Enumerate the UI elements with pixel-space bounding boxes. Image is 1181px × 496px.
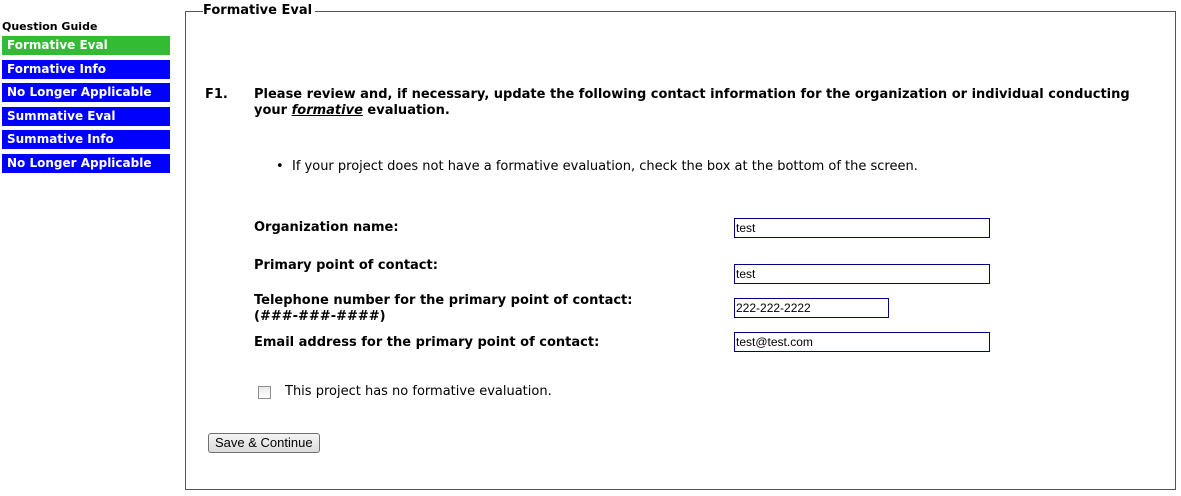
org-name-label: Organization name: bbox=[254, 220, 399, 235]
contact-input[interactable] bbox=[734, 264, 990, 284]
sidebar-item-no-longer-applicable-2[interactable]: No Longer Applicable bbox=[2, 154, 170, 173]
phone-input[interactable] bbox=[734, 298, 889, 318]
question-text-end: evaluation. bbox=[362, 103, 450, 118]
phone-label bbox=[254, 293, 632, 325]
no-formative-eval-checkbox[interactable] bbox=[258, 386, 271, 399]
contact-label: Primary point of contact: bbox=[254, 258, 438, 273]
sidebar-title: Question Guide bbox=[2, 20, 98, 33]
sidebar-item-formative-eval[interactable]: Formative Eval bbox=[2, 36, 170, 55]
email-label: Email address for the primary point of contact: bbox=[254, 335, 600, 350]
phone-format-hint: (###-###-####) bbox=[254, 309, 386, 324]
email-input[interactable] bbox=[734, 332, 990, 352]
question-text bbox=[254, 87, 1159, 119]
sidebar-item-summative-eval[interactable]: Summative Eval bbox=[2, 107, 170, 126]
instruction-text: If your project does not have a formative evaluation, check the box at the bottom of the screen. bbox=[292, 159, 918, 174]
question-text-start: Please review and, if necessary, update the following contact information for the organization or individual conducting your bbox=[254, 87, 1130, 118]
phone-label-text: Telephone number for the primary point of contact: bbox=[254, 293, 633, 308]
sidebar-item-no-longer-applicable-1[interactable]: No Longer Applicable bbox=[2, 83, 170, 102]
form-panel bbox=[185, 11, 1176, 490]
sidebar-item-formative-info[interactable]: Formative Info bbox=[2, 60, 170, 79]
save-continue-button[interactable]: Save & Continue bbox=[208, 433, 320, 453]
panel-legend: Formative Eval bbox=[203, 3, 315, 19]
bullet-icon: • bbox=[276, 159, 284, 174]
org-name-input[interactable] bbox=[734, 218, 990, 238]
instruction-bullet bbox=[276, 159, 918, 175]
question-number: F1. bbox=[205, 87, 228, 102]
no-formative-eval-row bbox=[258, 384, 552, 400]
sidebar-item-summative-info[interactable]: Summative Info bbox=[2, 130, 170, 149]
no-formative-eval-label: This project has no formative evaluation. bbox=[285, 384, 552, 399]
question-text-emphasis: formative bbox=[291, 103, 363, 118]
question-guide-sidebar bbox=[2, 20, 170, 178]
